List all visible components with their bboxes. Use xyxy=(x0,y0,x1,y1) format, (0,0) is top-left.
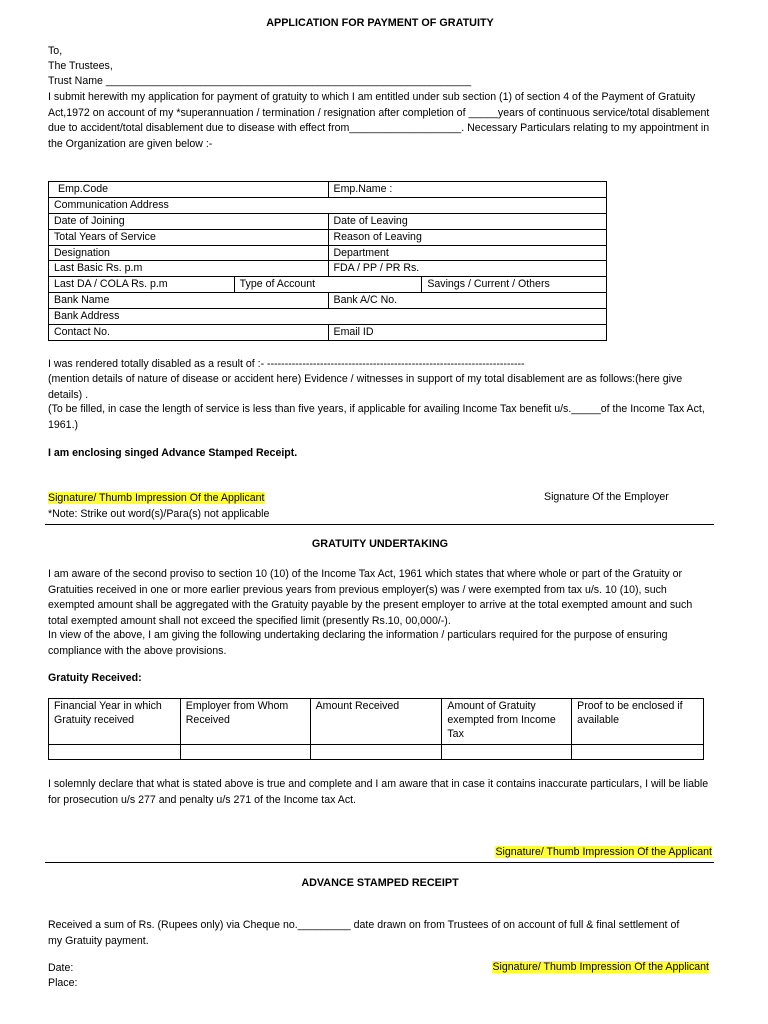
reason-leaving-cell[interactable]: Reason of Leaving xyxy=(328,229,607,245)
intro-paragraph: I submit herewith my application for payment of gratuity to which I am entitled under sub section (1) of section 4 of the Payment of Gratuity Act,1972 on account of my *superannuation / termination / resignation after completion of _____years of continuous service/total disablement due to accident/total disablement due to disease with effect from___________________. Necessary Particulars relating to my appointment in the Organization are given below :- xyxy=(48,91,710,150)
address-to: To, xyxy=(48,45,63,57)
entry-amount-exempted[interactable] xyxy=(442,745,572,760)
bank-ac-cell[interactable]: Bank A/C No. xyxy=(328,293,607,309)
last-da-cell[interactable]: Last DA / COLA Rs. p.m xyxy=(49,277,235,293)
address-trust-name: Trust Name ______________________________________________________________ xyxy=(48,75,472,87)
disablement-details: (mention details of nature of disease or accident here) Evidence / witnesses in support of my total disablement are as follows:(here give details) . xyxy=(48,373,683,401)
entry-financial-year[interactable] xyxy=(49,745,181,760)
entry-amount-received[interactable] xyxy=(310,745,442,760)
employer-signature[interactable]: Signature Of the Employer xyxy=(544,491,669,503)
date-label[interactable]: Date: xyxy=(48,962,74,974)
col-proof: Proof to be enclosed if available xyxy=(572,699,704,745)
undertaking-title: GRATUITY UNDERTAKING xyxy=(311,538,449,550)
date-joining-cell[interactable]: Date of Joining xyxy=(49,213,329,229)
disablement-line: I was rendered totally disabled as a result of :- ------------------------------------------------------------------------- xyxy=(48,358,525,370)
receipt-title: ADVANCE STAMPED RECEIPT xyxy=(301,877,459,889)
declaration-paragraph: I solemnly declare that what is stated above is true and complete and I am aware that in case it contains inaccurate particulars, I will be liable for prosecution u/s 277 and penalty u/s 271 of the Income tax Act. xyxy=(48,778,709,806)
address-trustees: The Trustees, xyxy=(48,60,113,72)
contact-cell[interactable]: Contact No. xyxy=(49,325,329,341)
emp-code-cell[interactable]: Emp.Code xyxy=(49,182,329,198)
type-account-cell[interactable]: Type of Account xyxy=(234,277,422,293)
entry-proof[interactable] xyxy=(572,745,704,760)
fda-cell[interactable]: FDA / PP / PR Rs. xyxy=(328,261,607,277)
comm-address-cell[interactable]: Communication Address xyxy=(49,197,607,213)
page-title: APPLICATION FOR PAYMENT OF GRATUITY xyxy=(266,17,494,29)
gratuity-received-table xyxy=(48,698,704,760)
bank-address-cell[interactable]: Bank Address xyxy=(49,309,607,325)
enclosing-receipt-note: I am enclosing singed Advance Stamped Receipt. xyxy=(48,447,298,459)
table-row xyxy=(49,745,704,760)
department-cell[interactable]: Department xyxy=(328,245,607,261)
date-leaving-cell[interactable]: Date of Leaving xyxy=(328,213,607,229)
applicant-signature-2[interactable]: Signature/ Thumb Impression Of the Applicant xyxy=(495,846,712,858)
col-amount-received: Amount Received xyxy=(310,699,442,745)
place-label[interactable]: Place: xyxy=(48,977,78,989)
undertaking-paragraph-1: I am aware of the second proviso to section 10 (10) of the Income Tax Act, 1961 which states that where whole or part of the Gratuity or Gratuities received in one or more earlier previous years from previous employer(s) was / were exempted from tax u/s. 10 (10), such exempted amount shall be aggregated with the Gratuity payable by the present employer to arrive at the total exempted amount and such total exempted amount shall not exceed the specified limit (presently Rs.10, 00,000/-). xyxy=(48,568,693,627)
section-divider-2 xyxy=(45,862,714,863)
applicant-signature-3[interactable]: Signature/ Thumb Impression Of the Applicant xyxy=(492,961,709,973)
gratuity-received-label: Gratuity Received: xyxy=(48,672,142,684)
section-divider-1 xyxy=(45,524,714,525)
emp-name-cell[interactable]: Emp.Name : xyxy=(328,182,607,198)
last-basic-cell[interactable]: Last Basic Rs. p.m xyxy=(49,261,329,277)
entry-employer[interactable] xyxy=(180,745,310,760)
total-years-cell[interactable]: Total Years of Service xyxy=(49,229,329,245)
applicant-signature-1[interactable]: Signature/ Thumb Impression Of the Applicant xyxy=(48,492,265,504)
col-employer: Employer from Whom Received xyxy=(180,699,310,745)
designation-cell[interactable]: Designation xyxy=(49,245,329,261)
employee-details-table xyxy=(48,181,607,341)
col-financial-year: Financial Year in which Gratuity received xyxy=(49,699,181,745)
income-tax-note: (To be filled, in case the length of service is less than five years, if applicable for availing Income Tax benefit u/s._____of the Income Tax Act, 1961.) xyxy=(48,403,705,431)
email-cell[interactable]: Email ID xyxy=(328,325,607,341)
col-amount-exempted: Amount of Gratuity exempted from Income Tax xyxy=(442,699,572,745)
bank-name-cell[interactable]: Bank Name xyxy=(49,293,329,309)
strike-out-note: *Note: Strike out word(s)/Para(s) not applicable xyxy=(48,508,270,520)
savings-cell[interactable]: Savings / Current / Others xyxy=(422,277,607,293)
undertaking-paragraph-2: In view of the above, I am giving the following undertaking declaring the information / particulars required for the purpose of ensuring compliance with the above provisions. xyxy=(48,629,668,657)
receipt-text: Received a sum of Rs. (Rupees only) via Cheque no._________ date drawn on from Trustees of on account of full & final settlement of my Gratuity payment. xyxy=(48,919,680,947)
